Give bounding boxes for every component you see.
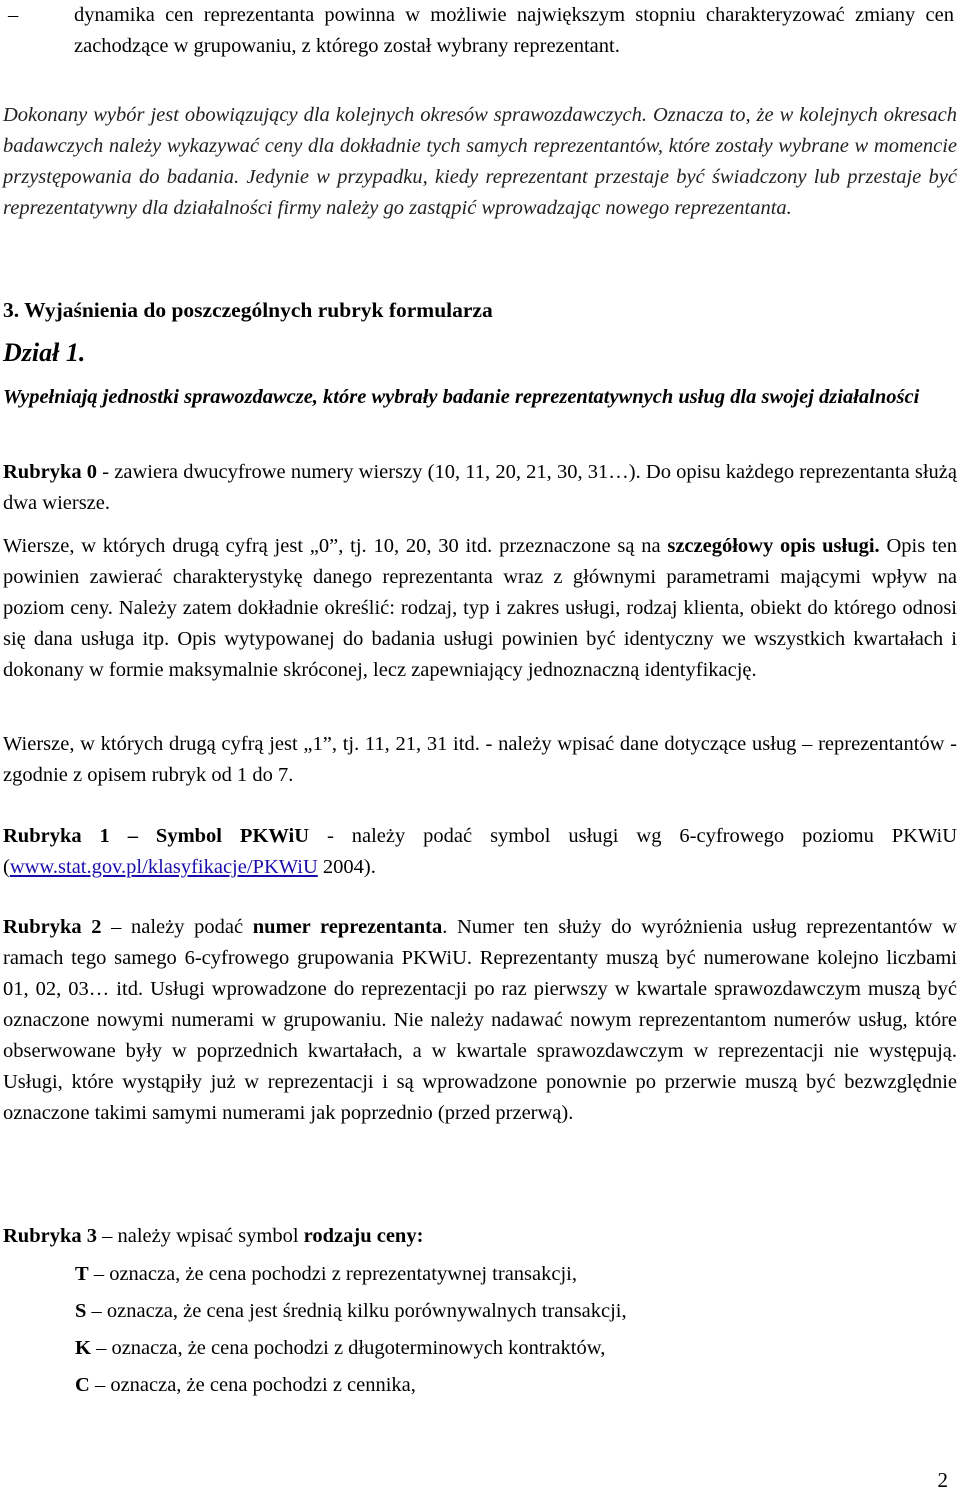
price-code-symbol: S: [75, 1300, 87, 1322]
rubryka-1-text-after: 2004).: [317, 856, 376, 878]
rubryka-3-paragraph: [3, 1221, 957, 1252]
price-code-description: – oznacza, że cena jest średnią kilku porównywalnych transakcji,: [86, 1300, 627, 1322]
dzial-intro: Wypełniają jednostki sprawozdawcze, które wybrały badanie reprezentatywnych usług dla swojej działalności: [3, 386, 920, 408]
rubryka-2-label: Rubryka 2: [3, 916, 102, 938]
price-code-item: [75, 1333, 605, 1364]
top-bullet-item: [0, 0, 960, 62]
rubryka-2-bold: numer reprezentanta: [252, 916, 443, 938]
bullet-dash: –: [8, 4, 19, 26]
pkwiu-link[interactable]: www.stat.gov.pl/klasyfikacje/PKWiU: [9, 856, 318, 878]
rows-zero-bold: szczegółowy opis usługi.: [667, 535, 880, 557]
rubryka-3-text-mid: – należy wpisać symbol: [96, 1225, 304, 1247]
price-code-item: [75, 1259, 577, 1290]
price-code-description: – oznacza, że cena pochodzi z reprezentatywnej transakcji,: [88, 1263, 577, 1285]
rows-zero-paragraph: [3, 531, 957, 686]
rows-one-paragraph: Wiersze, w których drugą cyfrą jest „1”, tj. 11, 21, 31 itd. - należy wpisać dane dotyczące usług – reprezentantów - zgodnie z opisem rubryk od 1 do 7.: [3, 733, 957, 786]
rows-zero-text-before: Wiersze, w których drugą cyfrą jest „0”, tj. 10, 20, 30 itd. przeznaczone są na: [3, 535, 668, 557]
page-number: 2: [937, 1468, 948, 1492]
dzial-heading: Dział 1.: [3, 338, 86, 367]
rubryka-3-label: Rubryka 3: [3, 1225, 97, 1247]
rubryka-1-label: Rubryka 1 – Symbol PKWiU: [3, 825, 310, 847]
price-code-description: – oznacza, że cena pochodzi z długoterminowych kontraktów,: [90, 1337, 606, 1359]
price-code-symbol: K: [75, 1337, 91, 1359]
rubryka-2-text-mid: – należy podać: [101, 916, 253, 938]
bullet-text: dynamika cen reprezentanta powinna w możliwie największym stopniu charakteryzować zmiany cen zachodzące w grupowaniu, z którego został wybrany reprezentant.: [74, 4, 954, 57]
rubryka-0-text: - zawiera dwucyfrowe numery wierszy (10, 11, 20, 21, 30, 31…). Do opisu każdego reprezentanta służą dwa wiersze.: [3, 461, 958, 514]
price-code-description: – oznacza, że cena pochodzi z cennika,: [89, 1374, 416, 1396]
rubryka-2-paragraph: [3, 912, 957, 1129]
italic-paragraph: Dokonany wybór jest obowiązujący dla kolejnych okresów sprawozdawczych. Oznacza to, że w kolejnych okresach badawczych należy wykazywać ceny dla dokładnie tych samych reprezentantów, które zostały wybrane w momencie przystępowania do badania. Jedynie w przypadku, kiedy reprezentant przestaje być świadczony lub przestaje być reprezentatywny dla działalności firmy należy go zastąpić wprowadzając nowego reprezentanta.: [3, 104, 957, 219]
rows-zero-text-after: Opis ten powinien zawierać charakterystykę danego reprezentanta wraz z głównymi parametrami mającymi wpływ na poziom ceny. Należy zatem dokładnie określić: rodzaj, typ i zakres usługi, rodzaj klienta, obiekt do którego odnosi się dana usługa itp. Opis wytypowanej do badania usługi powinien być identyczny we wszystkich kwartałach i dokonany w formie maksymalnie skróconej, lecz zapewniający jednoznaczną identyfikację.: [3, 535, 958, 681]
section-heading: 3. Wyjaśnienia do poszczególnych rubryk formularza: [3, 298, 493, 322]
rubryka-1-text-before: - należy podać symbol usługi wg 6-cyfrowego poziomu PKWiU (: [3, 825, 958, 878]
price-code-item: [75, 1370, 416, 1401]
rubryka-1-paragraph: [3, 821, 957, 883]
price-code-item: [75, 1296, 627, 1327]
rubryka-0-paragraph: [3, 457, 957, 519]
rubryka-3-bold: rodzaju ceny:: [303, 1225, 424, 1247]
price-code-symbol: T: [75, 1263, 89, 1285]
rubryka-0-label: Rubryka 0: [3, 461, 98, 483]
price-code-symbol: C: [75, 1374, 90, 1396]
rubryka-2-text-after: . Numer ten służy do wyróżnienia usług reprezentantów w ramach tego samego 6-cyfrowego grupowania PKWiU. Reprezentanty muszą być numerowane kolejno liczbami 01, 02, 03… itd. Usługi wprowadzone do reprezentacji po raz pierwszy w kwartale sprawozdawczym muszą być oznaczone nowymi numerami w grupowaniu. Nie należy nadawać nowym reprezentantom numerów usług, które obserwowane były w poprzednich kwartałach, a w kwartale sprawozdawczym w reprezentacji nie występują. Usługi, które wystąpiły już w reprezentacji i są wprowadzone ponownie po przerwie muszą być bezwzględnie oznaczone takimi samymi numerami jak poprzednio (przed przerwą).: [3, 916, 957, 1124]
